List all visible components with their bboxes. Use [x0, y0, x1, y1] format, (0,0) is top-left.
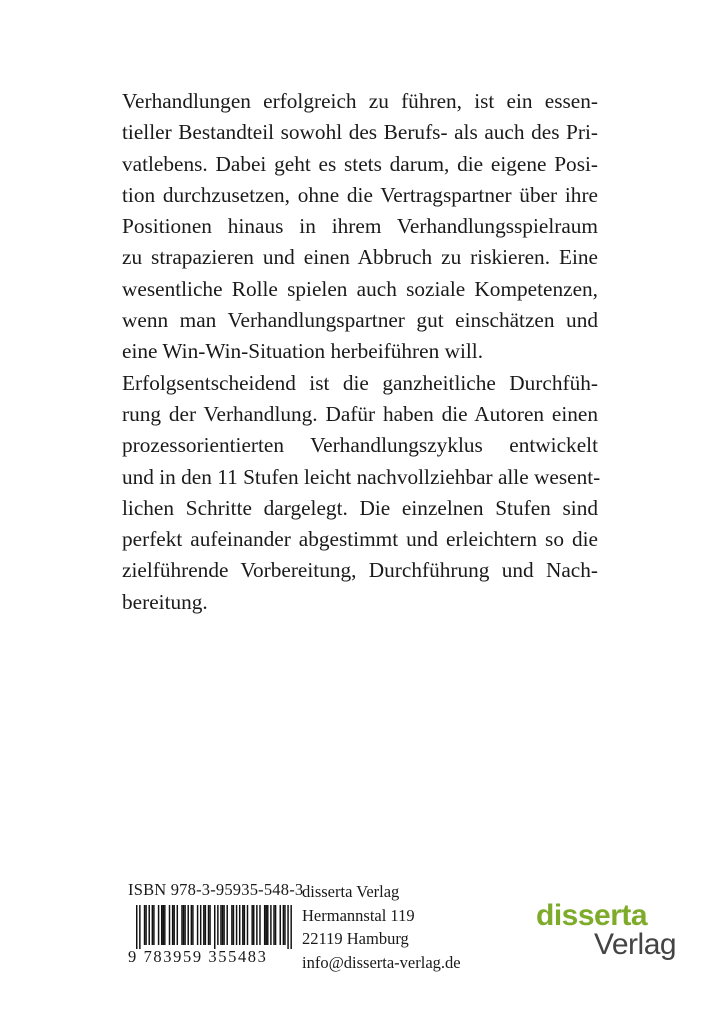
barcode-bar	[203, 905, 204, 945]
barcode-bar	[264, 905, 265, 945]
blurb-line: rung der Verhandlung. Dafür haben die Autoren einen	[122, 401, 598, 426]
barcode-bar	[181, 905, 182, 945]
barcode-bar	[267, 905, 268, 945]
barcode-bar	[177, 905, 178, 945]
barcode-bar	[275, 905, 276, 945]
isbn-label: ISBN 978-3-95935-548-3	[128, 880, 304, 899]
blurb-line: perfekt aufeinander abgestimmt und erleichtern so die	[122, 527, 598, 552]
barcode-bar	[220, 905, 221, 945]
barcode-bar	[233, 905, 234, 945]
blurb-line: vatlebens. Dabei geht es stets darum, die eigene Posi-	[122, 151, 598, 176]
barcode-bar	[158, 905, 159, 945]
barcode-bar	[256, 905, 257, 945]
barcode-bar	[214, 905, 215, 949]
blurb-line: lichen Schritte dargelegt. Die einzelnen Stufen sind	[122, 495, 598, 520]
barcode-bar	[242, 905, 243, 945]
blurb-line: tieller Bestandteil sowohl des Berufs- als auch des Pri-	[122, 120, 598, 145]
blurb-line: Erfolgsentscheidend ist die ganzheitliche Durchfüh-	[122, 370, 598, 395]
logo-word-verlag: Verlag	[594, 928, 677, 961]
logo-word-disserta: disserta	[536, 899, 648, 932]
barcode-bar	[184, 905, 185, 945]
barcode-bar	[191, 905, 192, 945]
barcode-bar	[270, 905, 271, 945]
barcode-bar	[136, 905, 137, 949]
barcode-bar	[145, 905, 146, 945]
publisher-address	[302, 880, 461, 974]
barcode-bar	[161, 905, 162, 945]
barcode-bar	[144, 905, 145, 945]
back-cover-blurb	[122, 86, 601, 618]
blurb-line: eine Win-Win-Situation herbeiführen will.	[122, 339, 484, 364]
barcode-bar	[172, 905, 173, 945]
barcode-bar	[290, 905, 291, 949]
barcode-bar	[222, 905, 223, 945]
publisher-city: 22119 Hamburg	[302, 929, 409, 949]
barcode-bar	[148, 905, 149, 945]
barcode-bar	[259, 905, 260, 945]
blurb-line: Positionen hinaus in ihrem Verhandlungsspielraum	[122, 214, 598, 239]
blurb-line: wenn man Verhandlungspartner gut einschätzen und	[122, 308, 598, 333]
blurb-line: und in den 11 Stufen leicht nachvollziehbar alle wesent-	[122, 464, 601, 489]
blurb-line: Verhandlungen erfolgreich zu führen, ist ein essen-	[122, 89, 598, 113]
publisher-street: Hermannstal 119	[302, 905, 415, 925]
barcode-bar	[153, 905, 154, 945]
barcode-bar	[197, 905, 198, 945]
publisher-name: disserta Verlag	[302, 882, 400, 901]
barcode-bar	[169, 905, 170, 945]
barcode-bar	[231, 905, 232, 945]
barcode-bar	[283, 905, 284, 945]
barcode-bar	[251, 905, 252, 945]
barcode-bar	[239, 905, 240, 945]
barcode-bar	[265, 905, 266, 945]
barcode-bar	[223, 905, 224, 945]
blurb-line: prozessorientierten Verhandlungszyklus entwickelt	[122, 433, 598, 458]
barcode-bar	[173, 905, 174, 945]
barcode-bar	[287, 905, 288, 949]
blurb-line: zielführende Vorbereitung, Durchführung und Nach-	[122, 558, 598, 583]
blurb-line: zu strapazieren und einen Abbruch zu riskieren. Eine	[122, 245, 598, 270]
blurb-line: tion durchzusetzen, ohne die Vertragspartner über ihre	[122, 182, 598, 207]
barcode-bar	[164, 905, 165, 945]
barcode-bar	[139, 905, 140, 949]
barcode-bar	[236, 905, 237, 945]
barcode-bar	[152, 905, 153, 945]
blurb-line: wesentliche Rolle spielen auch soziale Kompetenzen,	[122, 276, 598, 301]
barcode	[136, 905, 292, 949]
barcode-bar	[284, 905, 285, 945]
blurb-line: bereitung.	[122, 589, 208, 614]
barcode-bar	[273, 905, 274, 945]
publisher-logo	[536, 900, 676, 968]
barcode-bar	[209, 905, 210, 945]
barcode-bar	[247, 905, 248, 945]
barcode-bar	[187, 905, 188, 945]
barcode-bar	[280, 905, 281, 945]
barcode-bar	[208, 905, 209, 945]
barcode-digits: 9 783959 355483	[128, 947, 268, 966]
barcode-bar	[244, 905, 245, 945]
barcode-bar	[200, 905, 201, 945]
barcode-bar	[226, 905, 227, 945]
barcode-bar	[205, 905, 206, 945]
barcode-bar	[253, 905, 254, 945]
barcode-bar	[163, 905, 164, 945]
barcode-bar	[183, 905, 184, 945]
barcode-bar	[217, 905, 218, 945]
publisher-email: info@disserta-verlag.de	[302, 952, 461, 972]
barcode-bar	[192, 905, 193, 945]
